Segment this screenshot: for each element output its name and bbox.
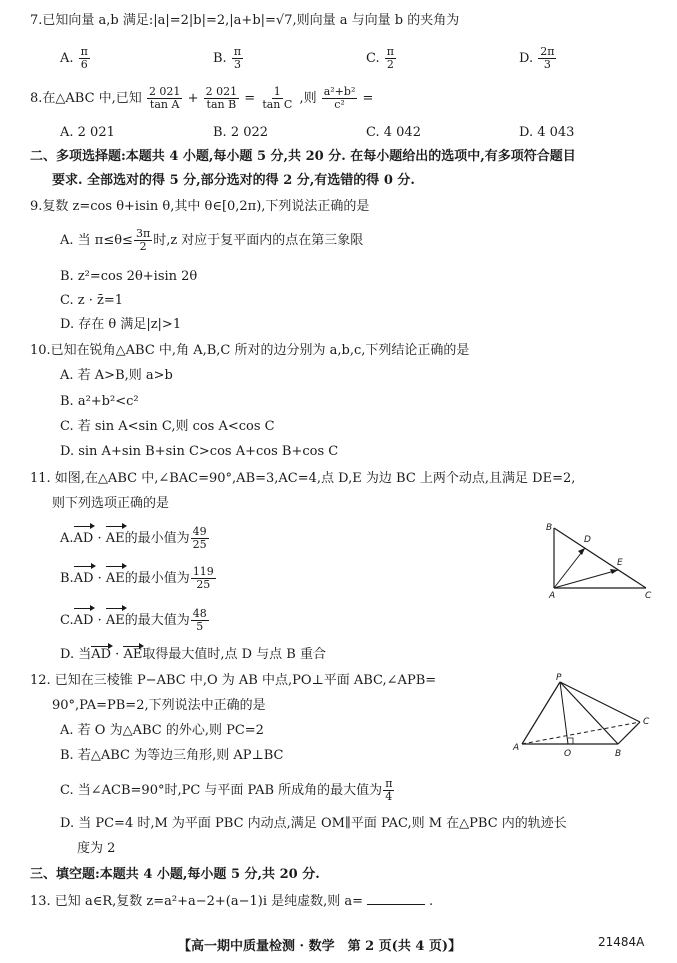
q11-stem-line1: 11. 如图,在△ABC 中,∠BAC=90°,AB=3,AC=4,点 D,E 为边 BC 上两个动点,且满足 DE=2, [30, 471, 576, 486]
section2-heading-line2: 要求. 全部选对的得 5 分,部分选对的得 2 分,有选错的得 0 分. [52, 173, 415, 188]
q7-stem: 7.已知向量 a,b 满足:|a|=2|b|=2,|a+b|=√7,则向量 a 与向量 b 的夹角为 [30, 13, 460, 28]
q9-option-a: A. 当 π≤θ≤ $\frac{3\pi}{2}$ 时,z 对应于复平面内的点在第三象限 [60, 227, 364, 253]
q12-fig-label-c: C [643, 717, 650, 727]
q11-option-c: C.AD · AE的最大值为 $\frac{48}{5}$ [60, 607, 207, 633]
q12-fig-label-p: P [556, 673, 562, 683]
q10-option-a: A. 若 A>B,则 a>b [60, 368, 173, 383]
q12-option-c: C. 当∠ACB=90°时,PC 与平面 PAB 所成角的最大值为 $\frac{\pi}{4}$ [60, 777, 393, 803]
q12-option-d-line2: 度为 2 [77, 841, 116, 856]
q7-option-a: A. $\frac{\pi}{6}$ [60, 45, 88, 71]
q11-fig-label-c: C [645, 591, 652, 598]
q7-option-b: B. $\frac{\pi}{3}$ [213, 45, 242, 71]
q11-stem-line2: 则下列选项正确的是 [52, 496, 170, 511]
q10-option-b: B. a²+b²<c² [60, 394, 139, 409]
q12-fig-label-o: O [564, 749, 572, 759]
q12-pyramid-figure [510, 672, 660, 760]
q8-option-d: D. 4 043 [519, 125, 575, 140]
q12-fig-label-b: B [615, 749, 622, 759]
section3-heading: 三、填空题:本题共 4 小题,每小题 5 分,共 20 分. [30, 867, 320, 882]
q13-answer-blank[interactable] [367, 892, 425, 905]
q10-option-d: D. sin A+sin B+sin C>cos A+cos B+cos C [60, 444, 339, 459]
q9-option-d: D. 存在 θ 满足|z|>1 [60, 317, 182, 332]
footer-title: 【高一期中质量检测 · 数学 第 2 页(共 4 页)】 [178, 939, 462, 954]
q11-fig-label-b: B [546, 523, 553, 533]
q12-stem-line1: 12. 已知在三棱锥 P−ABC 中,O 为 AB 中点,PO⊥平面 ABC,∠APB= [30, 673, 437, 688]
q9-option-b: B. z²=cos 2θ+isin 2θ [60, 269, 198, 284]
q12-fig-label-a: A [513, 743, 520, 753]
q10-option-c: C. 若 sin A<sin C,则 cos A<cos C [60, 419, 275, 434]
q11-fig-label-d: D [584, 535, 591, 545]
q11-fig-label-a: A [549, 591, 556, 598]
footer-code: 21484A [598, 935, 645, 949]
q12-option-b: B. 若△ABC 为等边三角形,则 AP⊥BC [60, 748, 284, 763]
q12-stem-line2: 90°,PA=PB=2,下列说法中正确的是 [52, 698, 266, 713]
q8-option-c: C. 4 042 [366, 125, 421, 140]
q11-option-b: B.AD · AE的最小值为 $\frac{119}{25}$ [60, 565, 214, 591]
section2-heading-line1: 二、多项选择题:本题共 4 小题,每小题 5 分,共 20 分. 在每小题给出的选项中,有多项符合题目 [30, 149, 576, 164]
q9-stem: 9.复数 z=cos θ+isin θ,其中 θ∈[0,2π),下列说法正确的是 [30, 199, 370, 214]
q9-option-c: C. z · z̄=1 [60, 293, 124, 308]
q12-option-a: A. 若 O 为△ABC 的外心,则 PC=2 [60, 723, 264, 738]
q12-option-d-line1: D. 当 PC=4 时,M 为平面 PBC 内动点,满足 OM∥平面 PAC,则 M 在△PBC 内的轨迹长 [60, 816, 567, 831]
q10-stem: 10.已知在锐角△ABC 中,角 A,B,C 所对的边分别为 a,b,c,下列结论正确的是 [30, 343, 470, 358]
q11-option-a: A.AD · AE的最小值为 $\frac{49}{25}$ [60, 525, 207, 551]
q8-option-b: B. 2 022 [213, 125, 269, 140]
q7-option-d: D. $\frac{2\pi}{3}$ [519, 45, 555, 71]
q8-option-a: A. 2 021 [60, 125, 115, 140]
q11-option-d: D. 当AD · AE取得最大值时,点 D 与点 B 重合 [60, 647, 326, 662]
q11-fig-label-e: E [617, 558, 623, 568]
q8-stem: 8.在△ABC 中,已知 $\frac{2 021}{\text{tan A}}$ + $\frac{2 021}{\text{tan B}}$ = $\frac{1}{\text{tan C}}$ ,则 $\frac{\text{a²+b²}}{\text{c²}}$ = [30, 85, 374, 111]
q11-triangle-figure [540, 518, 660, 598]
q13-stem: 13. 已知 a∈R,复数 z=a²+a−2+(a−1)i 是纯虚数,则 a= . [30, 894, 434, 909]
q7-option-c: C. $\frac{\pi}{2}$ [366, 45, 394, 71]
